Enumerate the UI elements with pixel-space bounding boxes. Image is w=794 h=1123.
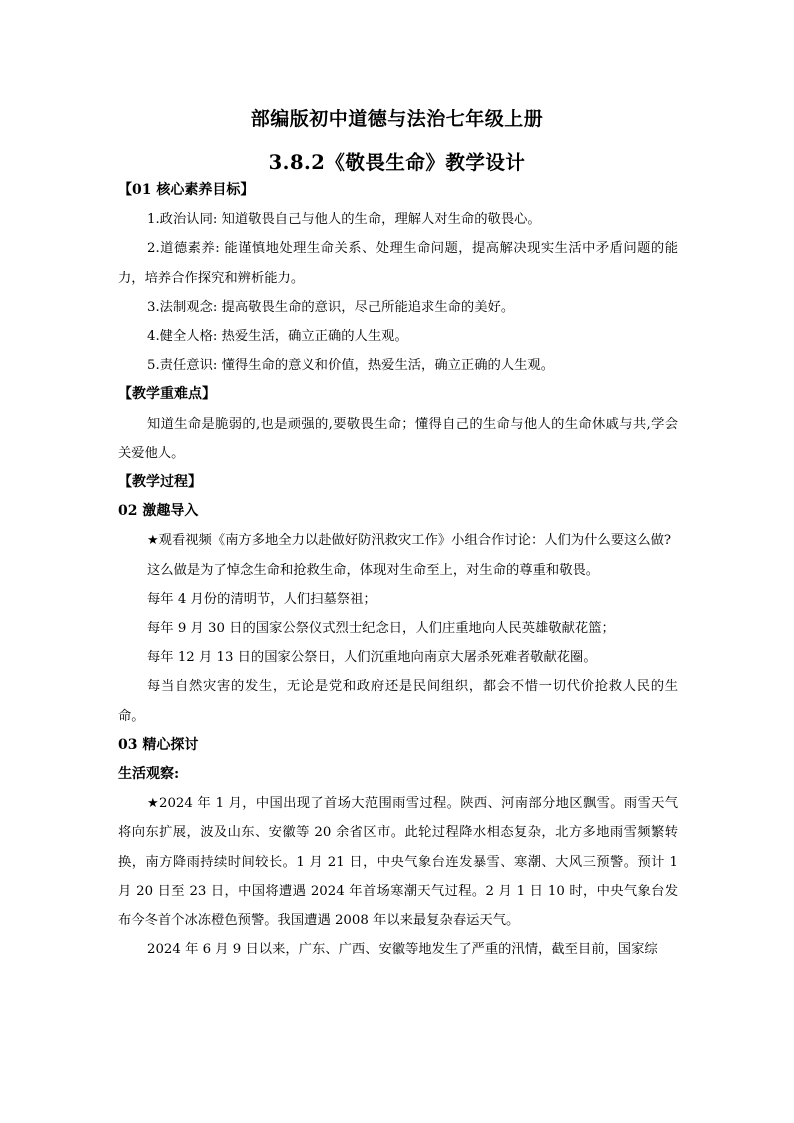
- star-icon: ★: [147, 533, 159, 549]
- explore-heading: 03 精心探讨: [118, 736, 199, 753]
- goal-item: 4.健全人格: 热爱生活，确立正确的人生观。: [147, 329, 408, 345]
- document-body: [118, 176, 678, 964]
- life-paragraph: [118, 789, 678, 935]
- intro-answer: 这么做是为了悼念生命和抢救生命，体现对生命至上，对生命的尊重和敬畏。: [147, 562, 600, 578]
- goal-item: 1.政治认同: 知道敬畏自己与他人的生命，理解人对生命的敬畏心。: [147, 212, 541, 228]
- intro-task-text: 观看视频《南方多地全力以赴做好防汛救灾工作》小组合作讨论：人们为什么要这么做?: [158, 533, 672, 549]
- intro-task: [118, 526, 678, 555]
- life-paragraph-text: 2024 年 1 月，中国出现了首场大范围雨雪过程。陕西、河南部分地区飘雪。雨雪天气将向东扩展，波及山东、安徽等 20 余省区市。此轮过程降水相态复杂，北方多地雨雪频繁转换，南方降雨持续时间较长。1 月 21 日，中央气象台连发暴雪、寒潮、大风三预警。预计 1 月 20 日至 23 日，中国将遭遇 2024 年首场寒潮天气过程。2 月 1 日 10 时，中央气象台发布今冬首个冰冻橙色预警。我国遭遇 2008 年以来最复杂春运天气。: [118, 796, 679, 929]
- process-heading: 【教学过程】: [118, 474, 202, 491]
- key-heading: 【教学重难点】: [118, 386, 216, 403]
- intro-disaster: 每当自然灾害的发生，无论是党和政府还是民间组织，都会不惜一切代价抢救人民的生命。: [118, 679, 678, 724]
- document-title: 部编版初中道德与法治七年级上册: [250, 108, 544, 130]
- intro-list-item: 每年 4 月份的清明节，人们扫墓祭祖；: [147, 591, 377, 607]
- life-heading: 生活观察:: [118, 766, 180, 783]
- intro-heading: 02 激趣导入: [118, 503, 199, 520]
- intro-list-item: 每年 12 月 13 日的国家公祭日，人们沉重地向南京大屠杀死难者敬献花圈。: [147, 650, 597, 666]
- goal-item: 2.道德素养: 能谨慎地处理生命关系、处理生命问题，提高解决现实生活中矛盾问题的能力，培养合作探究和辨析能力。: [118, 241, 678, 286]
- goal-item: 3.法制观念: 提高敬畏生命的意识，尽己所能追求生命的美好。: [147, 299, 515, 315]
- goals-heading: 【01 核心素养目标】: [118, 182, 255, 198]
- life-paragraph: 2024 年 6 月 9 日以来，广东、广西、安徽等地发生了严重的汛情，截至目前，国家综: [147, 942, 658, 958]
- key-text: 知道生命是脆弱的,也是顽强的,要敬畏生命；懂得自己的生命与他人的生命休戚与共,学会关爱他人。: [118, 416, 678, 461]
- star-icon: ★: [147, 796, 159, 812]
- document-subtitle: 3.8.2《敬畏生命》教学设计: [268, 151, 526, 174]
- goal-item: 5.责任意识: 懂得生命的意义和价值，热爱生活，确立正确的人生观。: [147, 358, 555, 374]
- intro-list-item: 每年 9 月 30 日的国家公祭仪式烈士纪念日，人们庄重地向人民英雄敬献花篮；: [147, 621, 615, 637]
